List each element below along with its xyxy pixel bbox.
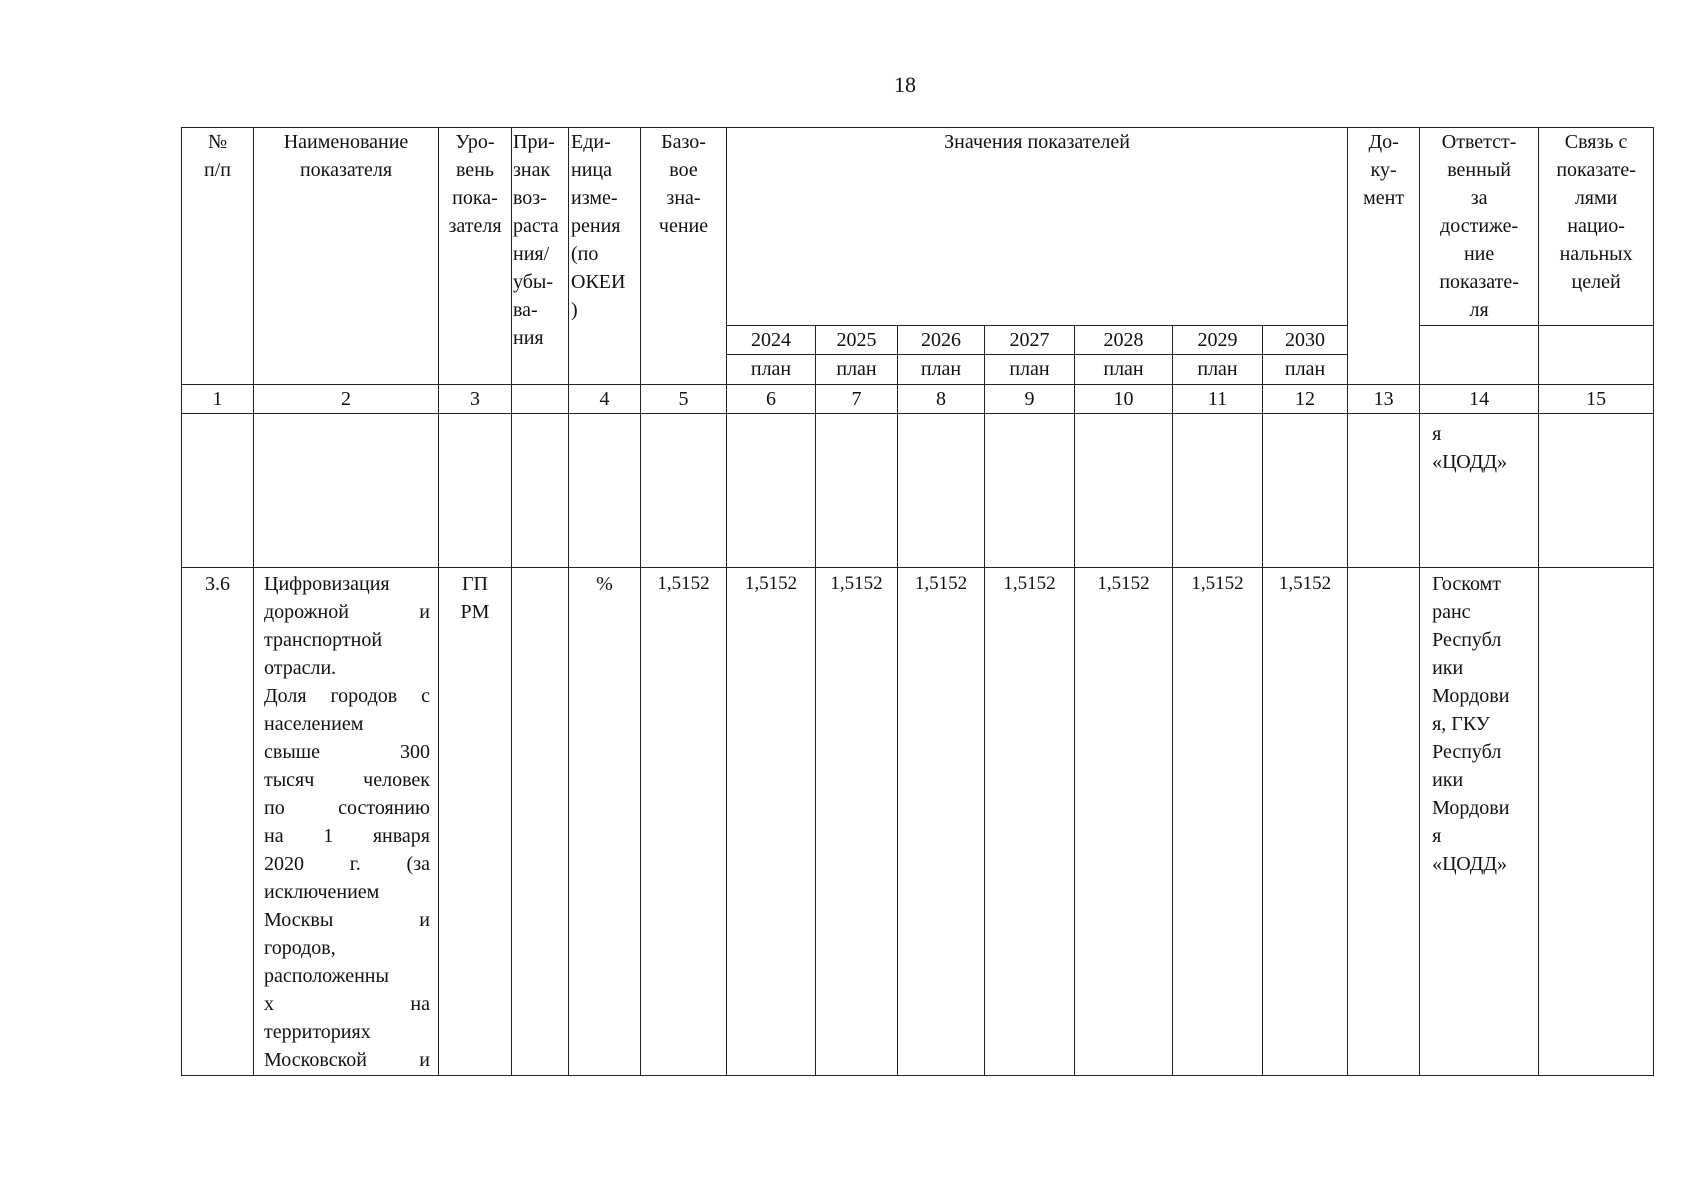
header-trend: При- знак воз- раста ния/ убы- ва- ния xyxy=(512,128,569,385)
plan-label: план xyxy=(1263,355,1348,385)
value-2024: 1,5152 xyxy=(727,568,816,1076)
header-national-goals-blank xyxy=(1539,326,1654,385)
header-values-group: Значения показателей xyxy=(727,128,1348,326)
year-2030: 2030 xyxy=(1263,326,1348,355)
plan-label: план xyxy=(985,355,1075,385)
column-number: 8 xyxy=(898,385,985,414)
year-2025: 2025 xyxy=(816,326,898,355)
value-2027: 1,5152 xyxy=(985,568,1075,1076)
plan-label: план xyxy=(898,355,985,385)
header-unit: Еди- ница изме- рения (по ОКЕИ ) xyxy=(569,128,641,385)
plan-label: план xyxy=(727,355,816,385)
indicator-trend xyxy=(512,568,569,1076)
indicator-unit: % xyxy=(569,568,641,1076)
header-responsible-blank xyxy=(1420,326,1539,385)
value-2028: 1,5152 xyxy=(1075,568,1173,1076)
responsible-cell: Госкомт ранс Республ ики Мордови я, ГКУ Республ ики Мордови я «ЦОДД» xyxy=(1420,568,1539,1076)
responsible-cell: я «ЦОДД» xyxy=(1420,414,1539,568)
base-value: 1,5152 xyxy=(641,568,727,1076)
header-document: До- ку- мент xyxy=(1348,128,1420,385)
header-national-goals: Связь с показате- лями нацио- нальных целей xyxy=(1539,128,1654,326)
column-number: 9 xyxy=(985,385,1075,414)
header-row-main xyxy=(182,128,1654,326)
indicators-table xyxy=(181,127,1654,1076)
column-numbers-row xyxy=(182,385,1654,414)
header-level: Уро- вень пока- зателя xyxy=(439,128,512,385)
plan-label: план xyxy=(1075,355,1173,385)
value-2030: 1,5152 xyxy=(1263,568,1348,1076)
header-responsible: Ответст- венный за достиже- ние показате- ля xyxy=(1420,128,1539,326)
national-goals-cell xyxy=(1539,568,1654,1076)
year-2024: 2024 xyxy=(727,326,816,355)
column-number: 14 xyxy=(1420,385,1539,414)
column-number: 5 xyxy=(641,385,727,414)
document-cell xyxy=(1348,568,1420,1076)
column-number: 13 xyxy=(1348,385,1420,414)
column-number: 12 xyxy=(1263,385,1348,414)
header-indicator-name: Наименование показателя xyxy=(254,128,439,385)
value-2029: 1,5152 xyxy=(1173,568,1263,1076)
row-number: 3.6 xyxy=(182,568,254,1076)
year-2027: 2027 xyxy=(985,326,1075,355)
table-row-3-6 xyxy=(182,568,1654,1076)
column-number xyxy=(512,385,569,414)
header-number: № п/п xyxy=(182,128,254,385)
plan-label: план xyxy=(816,355,898,385)
plan-label: план xyxy=(1173,355,1263,385)
indicator-name: Цифровизация дорожной и транспортной отрасли. Доля городов с населением свыше 300 тысяч человек по состоянию на 1 января 2020 г. (за исключением Москвы и городов, расположенны х на территориях Московской и xyxy=(254,568,439,1076)
value-2025: 1,5152 xyxy=(816,568,898,1076)
column-number: 11 xyxy=(1173,385,1263,414)
header-base-value: Базо- вое зна- чение xyxy=(641,128,727,385)
page-number: 18 xyxy=(894,72,916,97)
year-2028: 2028 xyxy=(1075,326,1173,355)
year-2029: 2029 xyxy=(1173,326,1263,355)
column-number: 1 xyxy=(182,385,254,414)
table-row-continued xyxy=(182,414,1654,568)
column-number: 7 xyxy=(816,385,898,414)
year-2026: 2026 xyxy=(898,326,985,355)
column-number: 10 xyxy=(1075,385,1173,414)
column-number: 4 xyxy=(569,385,641,414)
indicator-level: ГП РМ xyxy=(439,568,512,1076)
column-number: 15 xyxy=(1539,385,1654,414)
column-number: 3 xyxy=(439,385,512,414)
column-number: 2 xyxy=(254,385,439,414)
column-number: 6 xyxy=(727,385,816,414)
value-2026: 1,5152 xyxy=(898,568,985,1076)
